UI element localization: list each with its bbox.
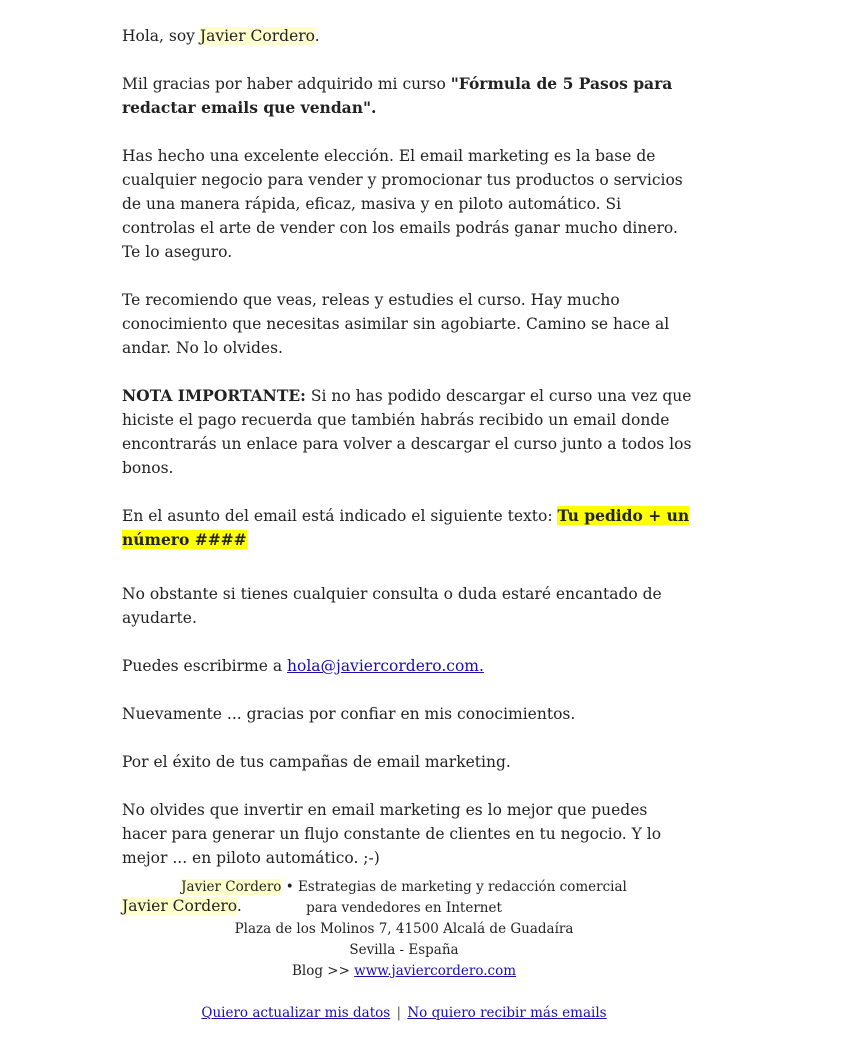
unsubscribe-link[interactable]: No quiero recibir más emails	[407, 1005, 607, 1021]
study-paragraph: Te recomiendo que veas, releas y estudies el curso. Hay mucho conocimiento que necesitas asimilar sin agobiarte. Camino se hace al andar. No lo olvides.	[122, 291, 670, 357]
footer-links	[0, 1003, 808, 1024]
footer-tagline-line-1	[0, 877, 808, 898]
footer-city: Sevilla - España	[349, 942, 459, 958]
update-data-link[interactable]: Quiero actualizar mis datos	[201, 1005, 391, 1021]
choice-paragraph: Has hecho una excelente elección. El email marketing es la base de cualquier negocio para vender y promocionar tus productos o servicios de una manera rápida, eficaz, masiva y en piloto automático. Si controlas el arte de vender con los emails podrás ganar mucho dinero. Te lo aseguro.	[122, 147, 683, 261]
footer-separator: |	[396, 1005, 402, 1021]
success-paragraph: Por el éxito de tus campañas de email marketing.	[122, 753, 511, 771]
help-paragraph: No obstante si tienes cualquier consulta o duda estaré encantado de ayudarte.	[122, 585, 662, 627]
signature-suffix: .	[236, 897, 242, 915]
subject-value-highlight: Tu pedido + un número ####	[122, 506, 690, 549]
footer-name-highlight: Javier Cordero	[181, 879, 282, 895]
again-paragraph: Nuevamente ... gracias por confiar en mis conocimientos.	[122, 705, 576, 723]
thanks-text: Mil gracias por haber adquirido mi curso	[122, 75, 451, 93]
note-paragraph	[122, 384, 692, 480]
write-paragraph	[122, 654, 692, 678]
write-prefix: Puedes escribirme a	[122, 657, 287, 675]
note-text: Si no has podido descargar el curso una vez que hiciste el pago recuerda que también habrás recibido un email donde encontrarás un enlace para volver a descargar el curso junto a todos los bonos.	[122, 387, 692, 477]
blog-link[interactable]: www.javiercordero.com	[354, 963, 517, 979]
email-address-link[interactable]: hola@javiercordero.com.	[287, 657, 484, 675]
sender-name-highlight: Javier Cordero	[199, 27, 315, 45]
footer-blog	[0, 961, 808, 982]
blog-label: Blog >>	[291, 963, 355, 979]
thanks-paragraph	[122, 72, 692, 120]
greeting-prefix: Hola, soy	[122, 27, 200, 45]
greeting-suffix: .	[314, 27, 320, 45]
subject-paragraph	[122, 504, 692, 552]
subject-text: En el asunto del email está indicado el siguiente texto:	[122, 507, 558, 525]
course-title: "Fórmula de 5 Pasos para redactar emails que vendan".	[122, 74, 673, 117]
footer-address: Plaza de los Molinos 7, 41500 Alcalá de Guadaíra	[234, 921, 574, 937]
email-body	[122, 24, 692, 942]
footer-tagline-1: • Estrategias de marketing y redacción comercial	[281, 879, 627, 895]
signature-name-highlight: Javier Cordero	[122, 897, 237, 915]
greeting	[122, 24, 692, 48]
footer-tagline-line-2: para vendedores en Internet	[306, 900, 502, 916]
email-footer	[0, 877, 808, 1024]
invest-paragraph: No olvides que invertir en email marketing es lo mejor que puedes hacer para generar un flujo constante de clientes en tu negocio. Y lo mejor ... en piloto automático. ;-)	[122, 801, 662, 867]
note-label: NOTA IMPORTANTE:	[122, 386, 306, 405]
